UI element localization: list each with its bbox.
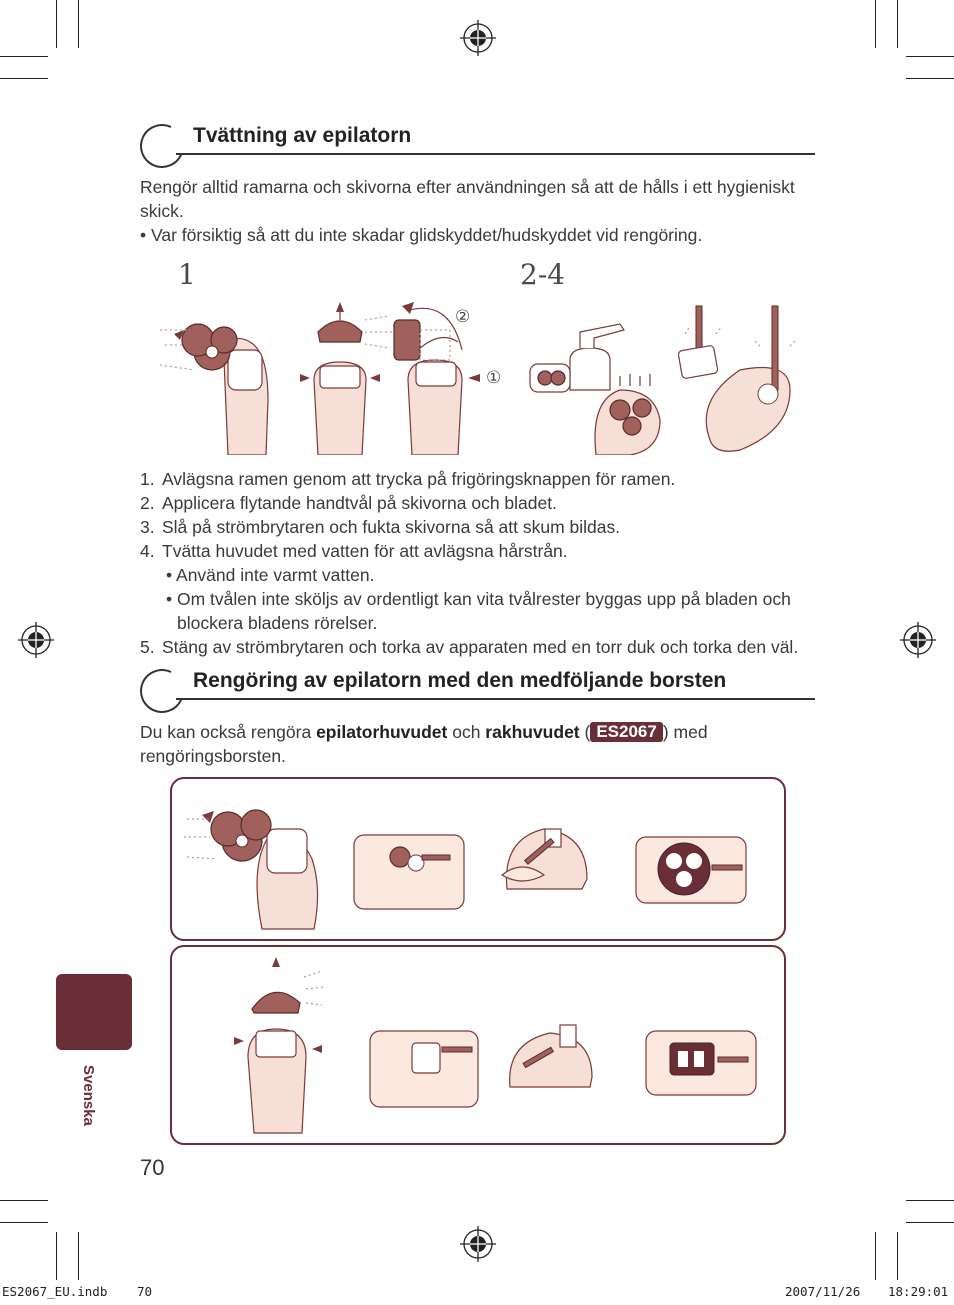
brush-cleaning-icon (678, 306, 796, 451)
hand-brushing-top-icon (502, 829, 587, 889)
callout-2: ② (455, 307, 471, 326)
language-label: Svenska (80, 1065, 97, 1126)
sub-bullet: • Använd inte varmt vatten. (166, 565, 375, 585)
hand-brushing-icon (354, 835, 464, 909)
section-heading-washing (140, 124, 815, 166)
sub-bullet: • Om tvålen inte sköljs av ordentligt kan vita tvålrester byggas upp på bladen och (166, 589, 791, 609)
epilator-brush-illustration (172, 779, 784, 939)
registration-mark-top-icon (460, 20, 496, 56)
epilator-remove-head-icon (160, 324, 268, 455)
section-title: Tvättning av epilatorn (193, 124, 412, 147)
disc-frame-cleaning-icon (636, 837, 746, 903)
section-intro-line2: rengöringsborsten. (140, 746, 286, 766)
model-badge: ES2067 (590, 722, 663, 742)
registration-mark-left-icon (18, 622, 54, 658)
heading-arc-icon (134, 118, 190, 174)
heading-rule (176, 153, 815, 155)
section-title: Rengöring av epilatorn med den medföljande borsten (193, 669, 727, 692)
soap-dispenser-icon (530, 324, 660, 455)
figure-box-shaver-head (170, 945, 786, 1145)
section-intro: Du kan också rengöra epilatorhuvudet och rakhuvudet ( ES2067 ) med (140, 722, 708, 742)
shaver-brush-illustration (172, 947, 784, 1143)
hand-brushing-shaver-icon (370, 1031, 478, 1107)
page-number: 70 (140, 1155, 165, 1180)
hand-brushing-shaver-top-icon (510, 1025, 592, 1087)
figure-step-label-2-4: 2-4 (520, 258, 566, 291)
footer-page: 70 (137, 1284, 153, 1299)
sub-bullet-continuation: blockera bladens rörelser. (177, 613, 378, 633)
registration-mark-right-icon (900, 622, 936, 658)
callout-1: ① (486, 368, 502, 387)
warning-bullet: • Var försiktig så att du inte skadar glidskyddet/hudskyddet vid rengöring. (140, 225, 703, 245)
foil-frame-cleaning-icon (646, 1031, 756, 1095)
epilator-cap-icon (300, 302, 395, 455)
figure-step-label-1: 1 (178, 258, 196, 291)
washing-illustration (150, 290, 810, 455)
shaver-cap-icon (234, 957, 324, 1133)
section-intro: Rengör alltid ramarna och skivorna efter användningen så att de hålls i ett hygieniskt skick. (140, 177, 795, 221)
figure-box-epilator-head (170, 777, 786, 941)
heading-arc-icon (134, 663, 190, 719)
section-heading-brush (140, 669, 815, 711)
language-tab (56, 974, 132, 1050)
footer-date: 2007/11/26 (785, 1284, 861, 1299)
heading-rule (176, 698, 815, 700)
registration-mark-bottom-icon (460, 1226, 496, 1262)
footer-file: ES2067_EU.indb (2, 1284, 108, 1299)
epilator-head-removed-icon (184, 810, 318, 929)
footer-time: 18:29:01 (888, 1284, 949, 1299)
